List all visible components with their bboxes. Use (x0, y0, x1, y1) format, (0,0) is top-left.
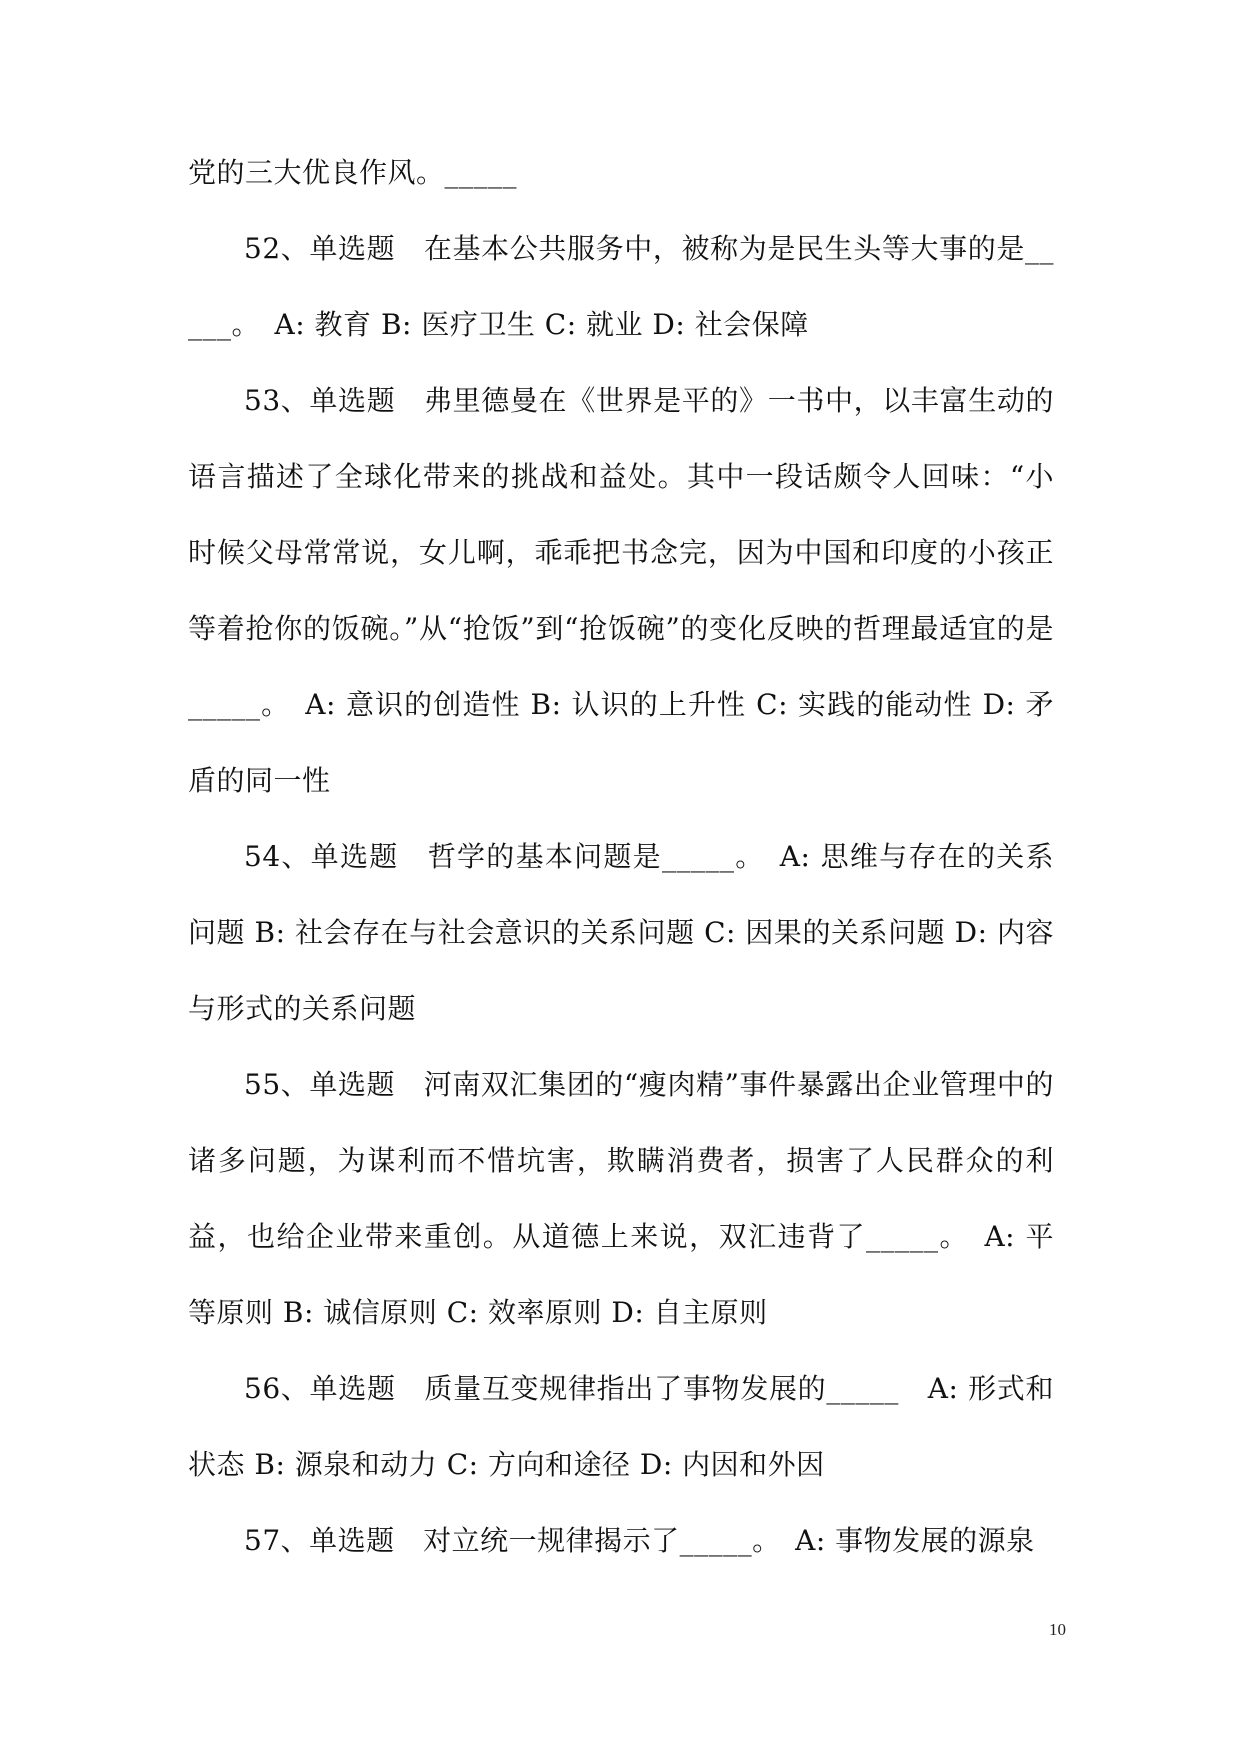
document-body (188, 135, 1054, 1579)
paragraph-continuation: 党的三大优良作风。_____ (188, 156, 518, 189)
question-53: 53、单选题 弗里德曼在《世界是平的》一书中，以丰富生动的语言描述了全球化带来的挑战和益处。其中一段话颇令人回味：“小时候父母常常说，女儿啊，乖乖把书念完，因为中国和印度的小孩正等着抢你的饭碗。”从“抢饭”到“抢饭碗”的变化反映的哲理最适宜的是_____。 A: 意识的创造性 B: 认识的上升性 C: 实践的能动性 D: 矛盾的同一性 (188, 384, 1054, 797)
question-55: 55、单选题 河南双汇集团的“瘦肉精”事件暴露出企业管理中的诸多问题，为谋利而不惜坑害，欺瞒消费者，损害了人民群众的利益，也给企业带来重创。从道德上来说，双汇违背了_____。 A: 平等原则 B: 诚信原则 C: 效率原则 D: 自主原则 (188, 1068, 1054, 1329)
question-56: 56、单选题 质量互变规律指出了事物发展的_____ A: 形式和状态 B: 源泉和动力 C: 方向和途径 D: 内因和外因 (188, 1372, 1054, 1481)
question-52: 52、单选题 在基本公共服务中，被称为是民生头等大事的是_____。 A: 教育 B: 医疗卫生 C: 就业 D: 社会保障 (188, 232, 1054, 341)
question-57: 57、单选题 对立统一规律揭示了_____。 A: 事物发展的源泉 (244, 1524, 1035, 1557)
question-54: 54、单选题 哲学的基本问题是_____。 A: 思维与存在的关系问题 B: 社会存在与社会意识的关系问题 C: 因果的关系问题 D: 内容与形式的关系问题 (188, 840, 1054, 1025)
page-number: 10 (1049, 1620, 1066, 1639)
